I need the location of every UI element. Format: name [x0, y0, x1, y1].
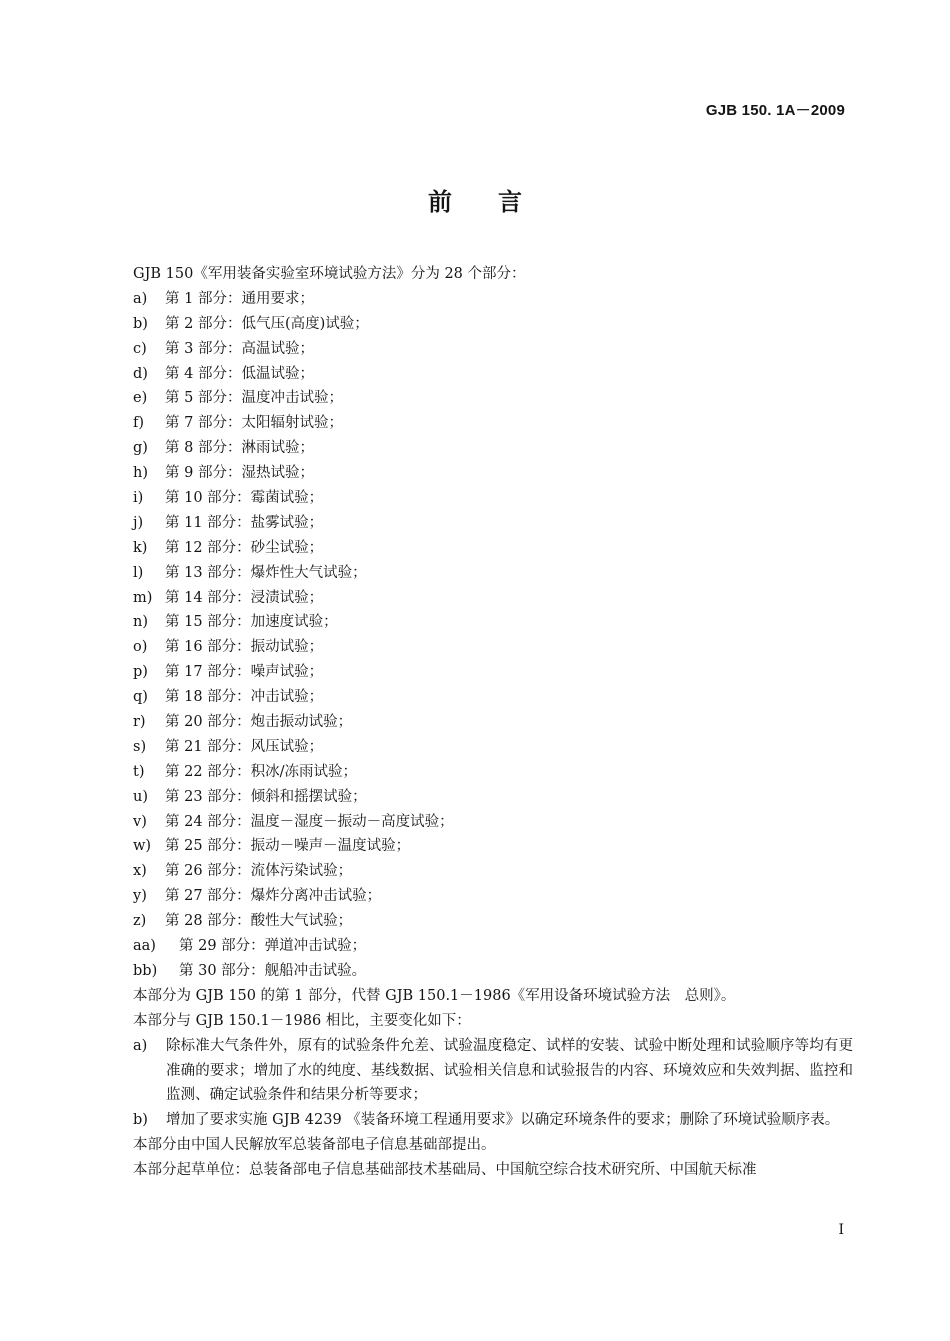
part-list-item: [133, 561, 853, 586]
part-text: 第 21 部分：风压试验；: [165, 738, 324, 755]
part-list-item: [133, 660, 853, 685]
part-list-item: [133, 536, 853, 561]
part-list-item: [133, 610, 853, 635]
change-text: 增加了要求实施 GJB 4239 《装备环境工程通用要求》以确定环境条件的要求；删除了环境试验顺序表。: [166, 1112, 840, 1129]
replaces-statement: 本部分为 GJB 150 的第 1 部分，代替 GJB 150.1－1986《军用设备环境试验方法 总则》。: [133, 987, 736, 1004]
part-text: 第 22 部分：积冰/冻雨试验；: [165, 763, 358, 780]
part-label: t): [133, 763, 145, 780]
part-list-item: [133, 386, 853, 411]
change-list-item: [133, 1108, 853, 1133]
drafter-statement: 本部分起草单位：总装备部电子信息基础部技术基础局、中国航空综合技术研究所、中国航天标准: [133, 1162, 757, 1179]
part-text: 第 8 部分：淋雨试验；: [165, 440, 314, 457]
part-text: 第 16 部分：振动试验；: [165, 639, 324, 656]
part-text: 第 15 部分：加速度试验；: [165, 614, 338, 631]
part-list-item: [133, 909, 853, 934]
part-label: n): [133, 614, 148, 631]
part-text: 第 20 部分：炮击振动试验；: [165, 714, 353, 731]
part-text: 第 2 部分：低气压(高度)试验；: [165, 315, 369, 332]
part-text: 第 27 部分：爆炸分离冲击试验；: [165, 888, 382, 905]
part-list-item: [133, 287, 853, 312]
part-text: 第 11 部分：盐雾试验；: [165, 514, 324, 531]
page-title: 前言: [428, 188, 568, 216]
changes-intro: 本部分与 GJB 150.1－1986 相比，主要变化如下：: [133, 1012, 471, 1029]
part-text: 第 4 部分：低温试验；: [165, 365, 314, 382]
preface-body: [133, 262, 853, 1183]
part-text: 第 5 部分：温度冲击试验；: [165, 390, 343, 407]
part-label: u): [133, 788, 148, 805]
change-label: b): [133, 1112, 148, 1129]
part-label: p): [133, 664, 148, 681]
part-list-item: [133, 411, 853, 436]
parts-intro: GJB 150《军用装备实验室环境试验方法》分为 28 个部分：: [133, 266, 526, 282]
part-label: k): [133, 539, 148, 556]
change-text: 除标准大气条件外，原有的试验条件允差、试验温度稳定、试样的安装、试验中断处理和试验顺序等均有更准确的要求；增加了水的纯度、基线数据、试验相关信息和试验报告的内容、环境效应和失效判据、监控和监测、确定试验条件和结果分析等要求；: [166, 1037, 853, 1104]
part-list-item: [133, 337, 853, 362]
part-list-item: [133, 511, 853, 536]
change-list-item: [133, 1034, 853, 1109]
part-label: e): [133, 390, 148, 407]
part-label: s): [133, 738, 147, 755]
part-label: d): [133, 365, 148, 382]
part-label: f): [133, 415, 145, 432]
change-label: a): [133, 1037, 148, 1054]
part-label: i): [133, 490, 144, 507]
part-text: 第 12 部分：砂尘试验；: [165, 539, 324, 556]
part-label: x): [133, 863, 147, 880]
part-text: 第 23 部分：倾斜和摇摆试验；: [165, 788, 367, 805]
part-list-item: [133, 934, 853, 959]
part-label: c): [133, 340, 147, 357]
part-label: v): [133, 813, 147, 830]
part-list-item: [133, 884, 853, 909]
part-text: 第 17 部分：噪声试验；: [165, 664, 324, 681]
part-label: b): [133, 315, 148, 332]
part-label: y): [133, 888, 147, 905]
part-text: 第 25 部分：振动－噪声－温度试验；: [165, 838, 411, 855]
part-list-item: [133, 486, 853, 511]
part-label: r): [133, 714, 146, 731]
part-label: a): [133, 290, 148, 307]
part-list-item: [133, 810, 853, 835]
part-text: 第 26 部分：流体污染试验；: [165, 863, 353, 880]
part-label: w): [133, 838, 152, 855]
part-list-item: [133, 362, 853, 387]
part-list-item: [133, 710, 853, 735]
part-label: q): [133, 689, 148, 706]
part-text: 第 30 部分：舰船冲击试验。: [179, 962, 367, 979]
part-text: 第 14 部分：浸渍试验；: [165, 589, 324, 606]
part-list-item: [133, 436, 853, 461]
part-list-item: [133, 586, 853, 611]
part-label: m): [133, 589, 153, 606]
part-list-item: [133, 859, 853, 884]
part-text: 第 10 部分：霉菌试验；: [165, 490, 324, 507]
part-label: o): [133, 639, 148, 656]
part-text: 第 1 部分：通用要求；: [165, 290, 314, 307]
part-label: h): [133, 465, 148, 482]
part-list-item: [133, 685, 853, 710]
part-text: 第 18 部分：冲击试验；: [165, 689, 324, 706]
part-text: 第 29 部分：弹道冲击试验；: [179, 938, 367, 955]
part-list-item: [133, 959, 853, 984]
part-text: 第 24 部分：温度－湿度－振动－高度试验；: [165, 813, 454, 830]
part-list-item: [133, 785, 853, 810]
proposer-statement: 本部分由中国人民解放军总装备部电子信息基础部提出。: [133, 1137, 496, 1154]
part-text: 第 13 部分：爆炸性大气试验；: [165, 564, 367, 581]
part-list-item: [133, 635, 853, 660]
changes-list: [133, 1034, 853, 1134]
part-list-item: [133, 461, 853, 486]
part-label: g): [133, 440, 148, 457]
part-label: z): [133, 913, 147, 930]
part-list-item: [133, 760, 853, 785]
parts-list: [133, 287, 853, 984]
document-code: GJB 150. 1A－2009: [705, 102, 845, 119]
part-text: 第 9 部分：湿热试验；: [165, 465, 314, 482]
part-label: bb): [133, 962, 158, 979]
part-label: aa): [133, 938, 156, 955]
part-label: j): [133, 514, 144, 531]
page-number: I: [838, 1222, 844, 1238]
part-list-item: [133, 735, 853, 760]
part-text: 第 3 部分：高温试验；: [165, 340, 314, 357]
part-text: 第 28 部分：酸性大气试验；: [165, 913, 353, 930]
part-list-item: [133, 834, 853, 859]
part-text: 第 7 部分：太阳辐射试验；: [165, 415, 343, 432]
part-label: l): [133, 564, 144, 581]
part-list-item: [133, 312, 853, 337]
